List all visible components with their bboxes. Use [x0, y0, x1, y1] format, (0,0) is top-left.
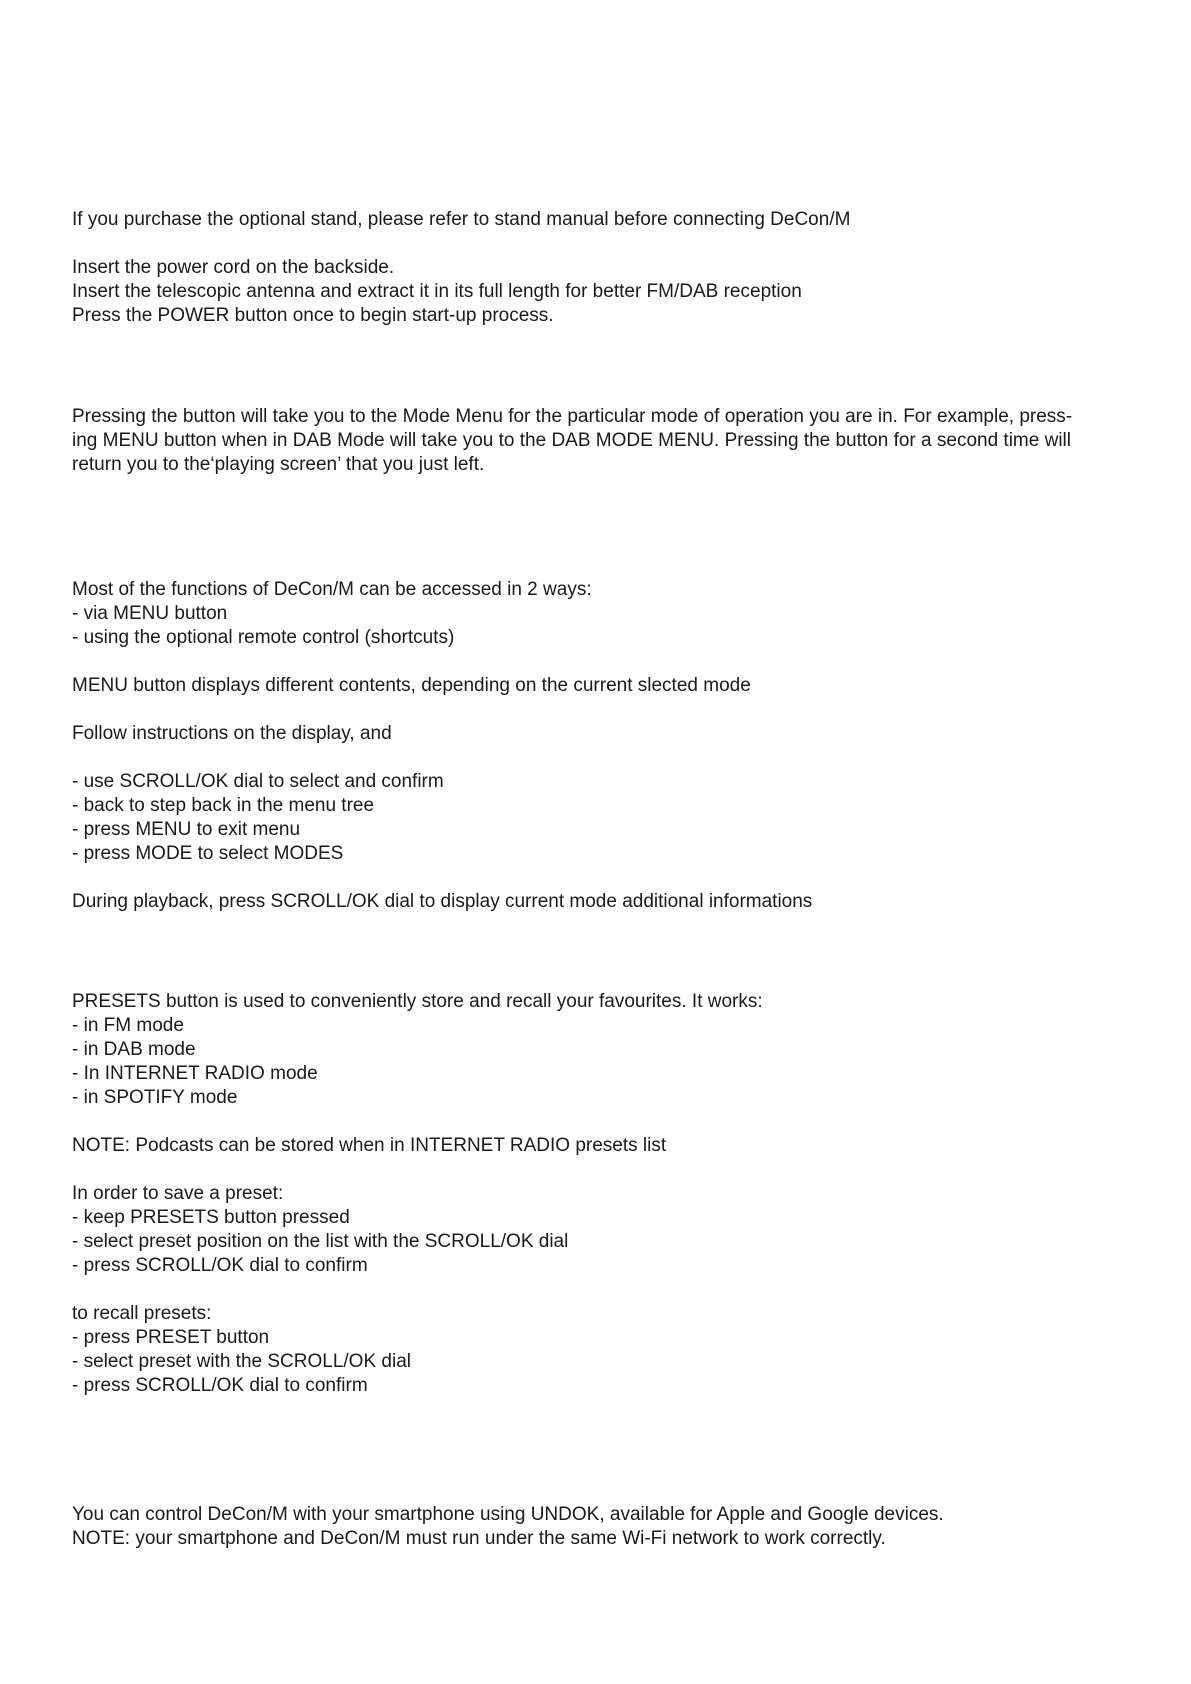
functions-intro-line: Most of the functions of DeCon/M can be accessed in 2 ways: — [72, 579, 592, 600]
menu-paragraph-line: return you to the‘playing screen’ that you just left. — [72, 454, 485, 475]
presets-intro-line: PRESETS button is used to conveniently store and recall your favourites. It works: — [72, 991, 763, 1012]
presets-section — [72, 990, 1132, 1398]
setup-section — [72, 208, 1132, 328]
recall-preset-line: - select preset with the SCROLL/OK dial — [72, 1351, 411, 1372]
playback-note: During playback, press SCROLL/OK dial to display current mode additional informations — [72, 891, 813, 912]
save-preset-line: - keep PRESETS button pressed — [72, 1207, 350, 1228]
functions-intro-line: - using the optional remote control (shortcuts) — [72, 627, 455, 648]
follow-instructions: Follow instructions on the display, and — [72, 723, 392, 744]
save-preset-line: - select preset position on the list with the SCROLL/OK dial — [72, 1231, 569, 1252]
save-preset-line: In order to save a preset: — [72, 1183, 284, 1204]
setup-line: Insert the power cord on the backside. — [72, 257, 395, 278]
functions-section — [72, 578, 1132, 914]
presets-intro-line: - In INTERNET RADIO mode — [72, 1063, 318, 1084]
functions-step: - press MENU to exit menu — [72, 819, 301, 840]
functions-step: - use SCROLL/OK dial to select and confirm — [72, 771, 444, 792]
undok-section — [72, 1503, 1132, 1551]
menu-button-section — [72, 405, 1132, 477]
presets-intro-line: - in FM mode — [72, 1015, 184, 1036]
stand-note: If you purchase the optional stand, please refer to stand manual before connecting DeCon/M — [72, 209, 851, 230]
undok-line: You can control DeCon/M with your smartphone using UNDOK, available for Apple and Google devices. — [72, 1504, 944, 1525]
setup-line: Press the POWER button once to begin start-up process. — [72, 305, 554, 326]
functions-intro-line: - via MENU button — [72, 603, 228, 624]
presets-intro-line: - in SPOTIFY mode — [72, 1087, 238, 1108]
recall-preset-line: - press PRESET button — [72, 1327, 270, 1348]
functions-step: - press MODE to select MODES — [72, 843, 344, 864]
undok-line: NOTE: your smartphone and DeCon/M must run under the same Wi-Fi network to work correctly. — [72, 1528, 886, 1549]
save-preset-line: - press SCROLL/OK dial to confirm — [72, 1255, 368, 1276]
functions-step: - back to step back in the menu tree — [72, 795, 375, 816]
podcast-note: NOTE: Podcasts can be stored when in INTERNET RADIO presets list — [72, 1135, 667, 1156]
recall-preset-line: - press SCROLL/OK dial to confirm — [72, 1375, 368, 1396]
menu-paragraph-line: Pressing the button will take you to the Mode Menu for the particular mode of operation you are in. For example, press- — [72, 406, 1073, 427]
setup-line: Insert the telescopic antenna and extract it in its full length for better FM/DAB reception — [72, 281, 802, 302]
recall-preset-line: to recall presets: — [72, 1303, 212, 1324]
menu-paragraph-line: ing MENU button when in DAB Mode will take you to the DAB MODE MENU. Pressing the button for a second time will — [72, 430, 1071, 451]
menu-contents-note: MENU button displays different contents, depending on the current slected mode — [72, 675, 751, 696]
presets-intro-line: - in DAB mode — [72, 1039, 196, 1060]
